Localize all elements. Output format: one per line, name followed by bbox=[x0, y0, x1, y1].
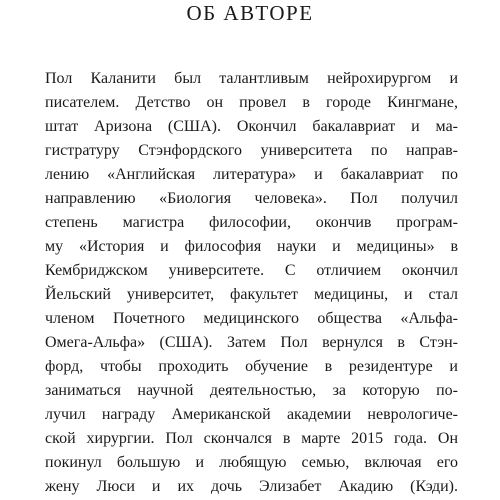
text-line: лучил награду Американской академии неврологиче- bbox=[45, 406, 458, 423]
text-line: жену Люси и их дочь Элизабет Акадию (Кэди). bbox=[45, 478, 458, 495]
text-line: ской хирургии. Пол скончался в марте 2015 года. Он bbox=[45, 430, 458, 447]
text-line: лению «Английская литература» и бакалавриат по bbox=[45, 166, 458, 183]
text-line: гистратуру Стэнфордского университета по направ- bbox=[45, 142, 458, 159]
text-line: Йельский университет, факультет медицины, и стал bbox=[45, 286, 458, 303]
text-line: штат Аризона (США). Окончил бакалавриат и ма- bbox=[45, 118, 458, 135]
text-line: форд, чтобы проходить обучение в резидентуре и bbox=[45, 358, 458, 375]
text-line: направлению «Биология человека». Пол получил bbox=[45, 190, 458, 207]
text-line: степень магистра философии, окончив програм- bbox=[45, 214, 458, 231]
text-line: покинул большую и любящую семью, включая его bbox=[45, 454, 458, 471]
text-line: заниматься научной деятельностью, за которую по- bbox=[45, 382, 458, 399]
text-line: Кембриджском университете. С отличием окончил bbox=[45, 262, 458, 279]
text-line: Омега-Альфа» (США). Затем Пол вернулся в Стэн- bbox=[45, 334, 458, 351]
text-line: членом Почетного медицинского общества «Альфа- bbox=[45, 310, 458, 327]
author-bio-paragraph bbox=[45, 67, 458, 499]
section-heading: ОБ АВТОРЕ bbox=[186, 1, 314, 25]
text-line: писателем. Детство он провел в городе Кингмане, bbox=[45, 94, 458, 111]
text-line: му «История и философия науки и медицины» в bbox=[45, 238, 458, 255]
text-line: Пол Каланити был талантливым нейрохирургом и bbox=[45, 70, 458, 87]
